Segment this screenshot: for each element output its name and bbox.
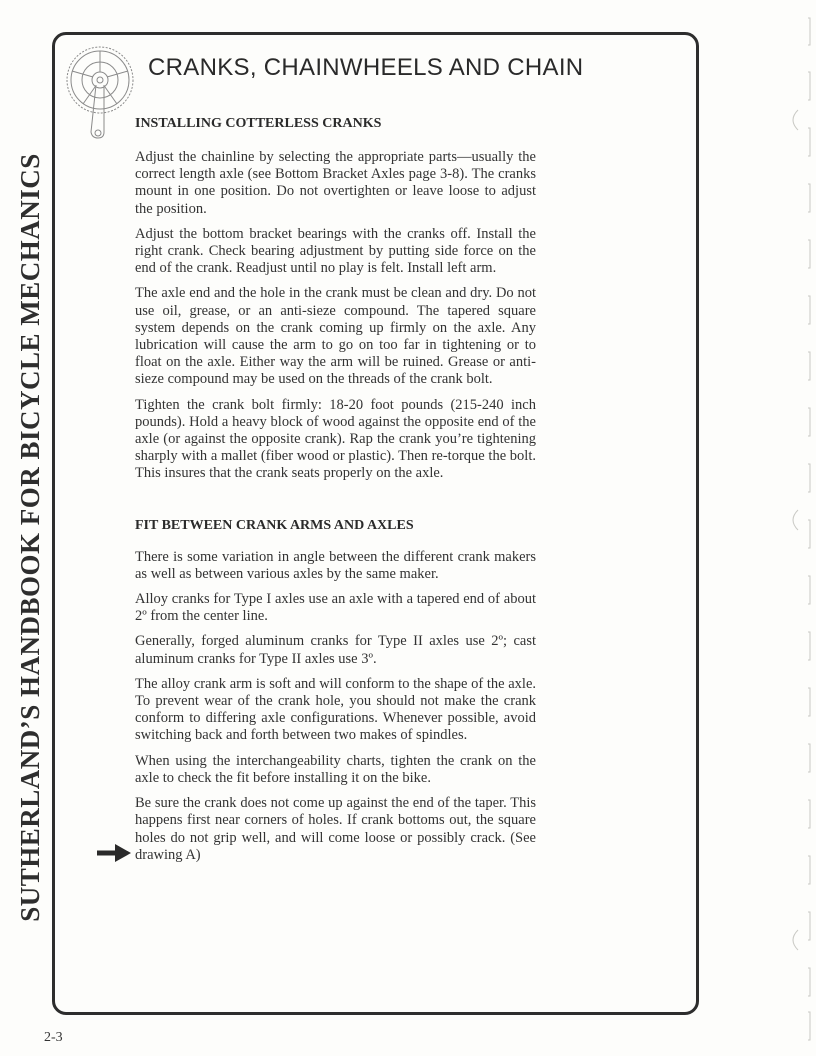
pointer-arrow-icon: [96, 843, 132, 863]
section-heading-installing: INSTALLING COTTERLESS CRANKS: [135, 116, 382, 131]
paragraph-highlighted: When using the interchangeability charts, tighten the crank on the axle to check the fit before installing it on the bike.: [135, 752, 536, 786]
paragraph: The axle end and the hole in the crank must be clean and dry. Do not use oil, grease, or an anti-sieze compound. The tapered square system depends on the crank coming up firmly on the axle. Any lubrication will cause the arm to go on too far in tightening or to float on the axle. Either way the arm will be ruined. Grease or anti-sieze compound may be used on the threads of the crank bolt.: [135, 285, 536, 388]
chapter-title: CRANKS, CHAINWHEELS AND CHAIN: [148, 54, 584, 81]
binder-edge-marks: [786, 0, 816, 1056]
page-number: 2-3: [44, 1030, 63, 1045]
paragraph: There is some variation in angle between the different crank makers as well as between various axles by the same maker.: [135, 548, 536, 582]
book-title-text: SUTHERLAND’S HANDBOOK FOR BICYCLE MECHANICS: [14, 152, 45, 922]
paragraph: The alloy crank arm is soft and will conform to the shape of the axle. To prevent wear of the crank hole, you should not make the crank conform to differing axle configurations. Whenever possible, avoid switching back and forth between two makes of spindles.: [135, 675, 536, 744]
paragraph: Adjust the chainline by selecting the appropriate parts—usually the correct length axle (see Bottom Bracket Axles page 3-8). The cranks mount in one position. Do not overtighten or leave loose to adjust the position.: [135, 149, 536, 217]
paragraph: Tighten the crank bolt firmly: 18-20 foot pounds (215-240 inch pounds). Hold a heavy block of wood against the opposite end of the axle (or against the opposite crank). Rap the crank you’re tightening sharply with a mallet (fiber wood or plastic). Then re-torque the bolt. This insures that the crank seats properly on the axle.: [135, 396, 536, 482]
paragraph: Adjust the bottom bracket bearings with the cranks off. Install the right crank. Check bearing adjustment by putting side force on the end of the crank. Readjust until no play is felt. Install left arm.: [135, 225, 536, 277]
chainwheel-crank-icon: [58, 42, 140, 146]
paragraph: Alloy cranks for Type I axles use an axle with a tapered end of about 2º from the center line.: [135, 591, 536, 625]
section-heading-fit: FIT BETWEEN CRANK ARMS AND AXLES: [135, 517, 414, 533]
paragraph: Be sure the crank does not come up against the end of the taper. This happens first near corners of holes. If crank bottoms out, the square holes do not grip well, and will come loose or possibly crack. (See drawing A): [135, 795, 536, 863]
book-side-title: [0, 152, 60, 922]
main-content: [135, 115, 536, 872]
paragraph: Generally, forged aluminum cranks for Type II axles use 2º; cast aluminum cranks for Type II axles use 3º.: [135, 633, 536, 667]
